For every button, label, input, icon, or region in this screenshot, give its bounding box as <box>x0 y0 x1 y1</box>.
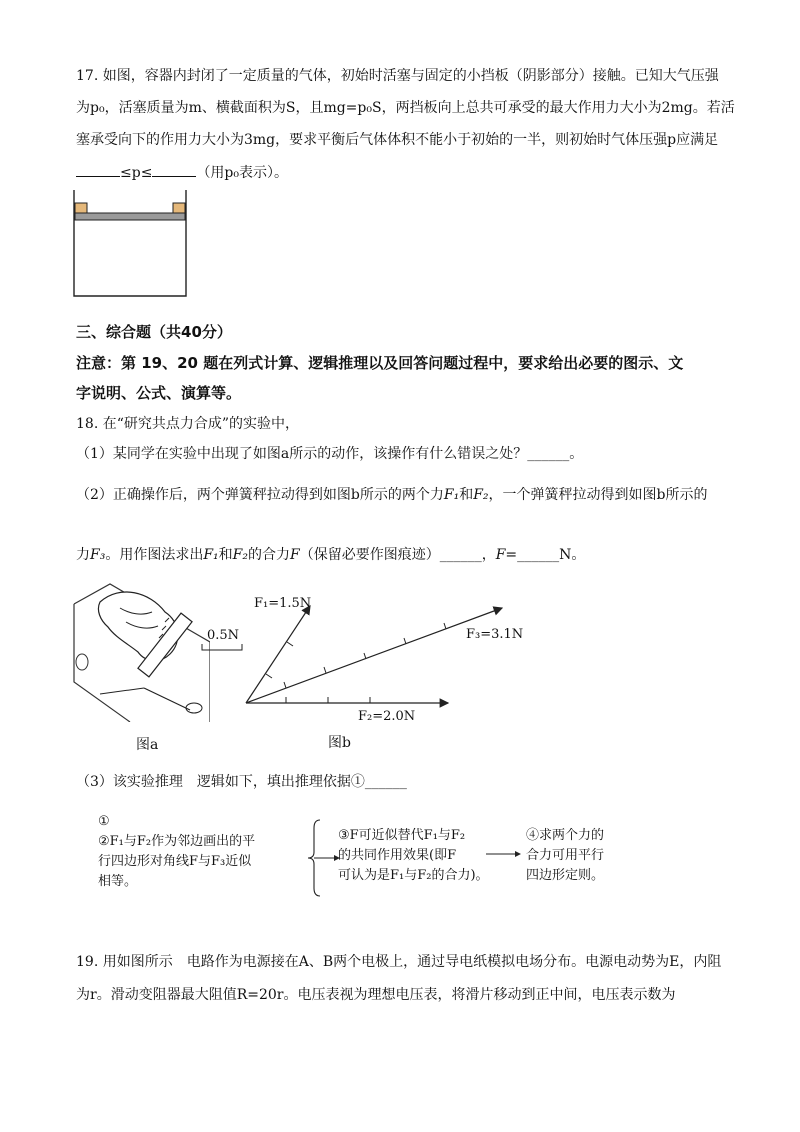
answer-blank[interactable] <box>76 162 120 177</box>
symbol-f: F <box>289 547 300 563</box>
flow-box-2: ③F可近似替代F₁与F₂ 的共同作用效果(即F 可认为是F₁与F₂的合力)。 <box>338 828 489 883</box>
answer-blank[interactable] <box>152 162 196 177</box>
symbol-f3: F₃ <box>90 547 106 563</box>
q19-line1: 19. 用如图所示 电路作为电源接在A、B两个电极上，通过导电纸模拟电场分布。电源电动势为E，内阻 <box>76 954 722 970</box>
q17-line2: 为p₀，活塞质量为m、横截面积为S，且mg=p₀S，两挡板向上总共可承受的最大作用力大小为2mg。若活 <box>76 100 735 116</box>
symbol-f2: F₂ <box>473 487 489 503</box>
vector-f1 <box>246 606 310 703</box>
flow-arrow <box>484 848 524 860</box>
q18-part2: （2）正确操作后，两个弹簧秤拉动得到如图b所示的两个力F₁和F₂，一个弹簧秤拉动得到如图b所示的 <box>76 487 708 503</box>
q19-line2: 为r。滑动变阻器最大阻值R=20r。电压表视为理想电压表，将滑片移动到正中间，电压表示数为 <box>76 987 676 1003</box>
q17-line4 <box>76 162 736 183</box>
q18-part3: （3）该实验推理 逻辑如下，填出推理依据①______ <box>76 774 407 790</box>
f3-label: F₃=3.1N <box>466 627 524 642</box>
symbol-f1: F₁ <box>443 487 460 503</box>
figure-a-drawing <box>70 582 210 722</box>
section-title: 三、综合题（共40分） <box>76 323 232 341</box>
container-figure <box>70 188 194 300</box>
q18-intro: 18. 在“研究共点力合成”的实验中， <box>76 416 300 432</box>
q18-part2-cont: 力F₃。用作图法求出F₁和F₂的合力F（保留必要作图痕迹）______，F=______N。 <box>76 547 586 563</box>
scale-label: 0.5N <box>207 628 240 643</box>
flow-box-3: ④求两个力的 合力可用平行 四边形定则。 <box>526 828 605 883</box>
q17-line1: 17. 如图，容器内封闭了一定质量的气体，初始时活塞与固定的小挡板（阴影部分）接触。已知大气压强 <box>76 68 719 84</box>
q18-part1: （1）某同学在实验中出现了如图a所示的动作，该操作有什么错误之处？______。 <box>76 446 584 462</box>
figure-a-label: 图a <box>136 737 159 753</box>
figure-b-label: 图b <box>328 735 351 751</box>
piston <box>75 213 185 220</box>
section-note-line1: 注意：第 19、20 题在列式计算、逻辑推理以及回答问题过程中，要求给出必要的图示、文 <box>76 354 684 372</box>
f2-label: F₂=2.0N <box>358 709 416 724</box>
section-note-line2: 字说明、公式、演算等。 <box>76 384 242 402</box>
q17-line3: 塞承受向下的作用力大小为3mg，要求平衡后气体体积不能小于初始的一半，则初始时气体压强p应满足 <box>76 132 719 148</box>
vector-f3 <box>246 608 502 703</box>
flow-brace <box>306 818 342 898</box>
figure-b-vectors <box>240 598 510 710</box>
stopper-left <box>75 203 87 213</box>
q17-hint: （用p₀表示）。 <box>196 165 289 181</box>
f1-label: F₁=1.5N <box>254 596 312 611</box>
q17-inequality: ≤p≤ <box>120 165 153 181</box>
flow-box-1: ① ②F₁与F₂作为邻边画出的平 行四边形对角线F与F₃近似 相等。 <box>98 814 256 889</box>
stopper-right <box>173 203 185 213</box>
container-wall <box>74 190 186 296</box>
